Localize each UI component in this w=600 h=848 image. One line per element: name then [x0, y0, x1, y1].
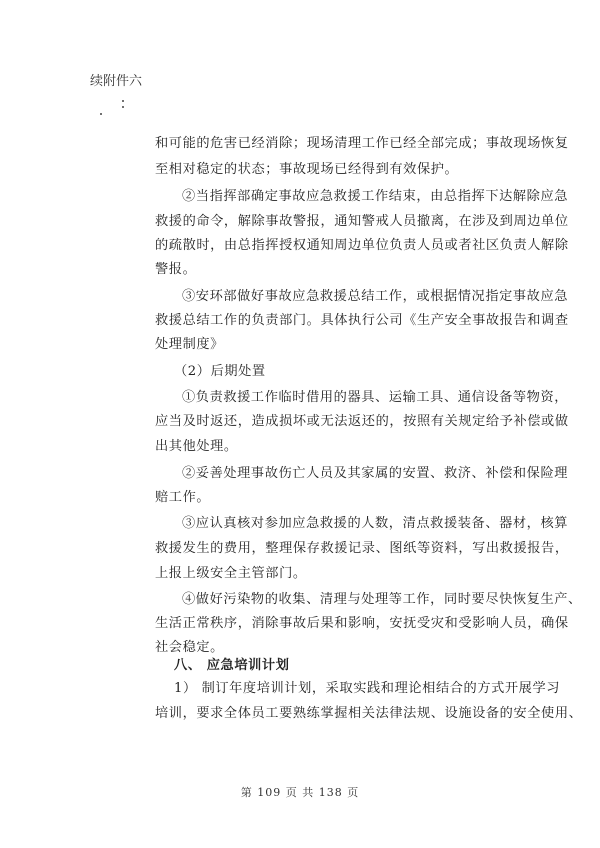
attachment-header: 续附件六: [90, 74, 143, 89]
text-line: 赔工作。: [155, 490, 211, 505]
page-number-footer: 第 109 页 共 138 页: [240, 786, 360, 799]
scan-speck: [122, 100, 124, 102]
section-heading: 八、 应急培训计划: [174, 658, 290, 673]
text-line: 救援的命令，解除事故警报，通知警戒人员撤离，在涉及到周边单位: [155, 214, 569, 229]
text-line: 应当及时返还，造成损坏或无法返还的，按照有关规定给予补偿或做: [155, 414, 569, 429]
text-line: 救援发生的费用，整理保存救援记录、图纸等资料，写出救援报告，: [155, 541, 569, 556]
text-line: ②当指挥部确定事故应急救援工作结束，由总指挥下达解除应急: [182, 189, 569, 204]
text-line: 警报。: [155, 262, 197, 277]
text-line: 处理制度》: [155, 337, 224, 352]
text-line: 社会稳定。: [155, 640, 224, 655]
section-subheading: （2）后期处置: [174, 364, 266, 379]
text-line: 培训，要求全体员工要熟练掌握相关法律法规、设施设备的安全使用、: [155, 706, 583, 721]
text-line: 救援总结工作的负责部门。具体执行公司《生产安全事故报告和调查: [155, 313, 569, 328]
text-line: 和可能的危害已经消除；现场清理工作已经全部完成；事故现场恢复: [155, 136, 569, 151]
text-line: 至相对稳定的状态；事故现场已经得到有效保护。: [155, 162, 459, 177]
text-line: ③应认真核对参加应急救援的人数，清点救援装备、器材，核算: [182, 516, 569, 531]
text-line: 的疏散时，由总指挥授权通知周边单位负责人员或者社区负责人解除: [155, 238, 569, 253]
text-line: 出其他处理。: [155, 439, 238, 454]
text-line: ③安环部做好事故应急救援总结工作，或根据情况指定事故应急: [182, 289, 569, 304]
text-line: 生活正常秩序，消除事故后果和影响，安抚受灾和受影响人员，确保: [155, 616, 569, 631]
scan-speck: [122, 106, 124, 108]
text-line: ④做好污染物的收集、清理与处理等工作，同时要尽快恢复生产、: [182, 592, 582, 607]
scan-speck: [100, 113, 102, 115]
text-line: ①负责救援工作临时借用的器具、运输工具、通信设备等物资，: [182, 390, 569, 405]
text-line: 1） 制订年度培训计划，采取实践和理论相结合的方式开展学习: [174, 681, 561, 696]
text-line: 上报上级安全主管部门。: [155, 566, 307, 581]
text-line: ②妥善处理事故伤亡人员及其家属的安置、救济、补偿和保险理: [182, 466, 569, 481]
